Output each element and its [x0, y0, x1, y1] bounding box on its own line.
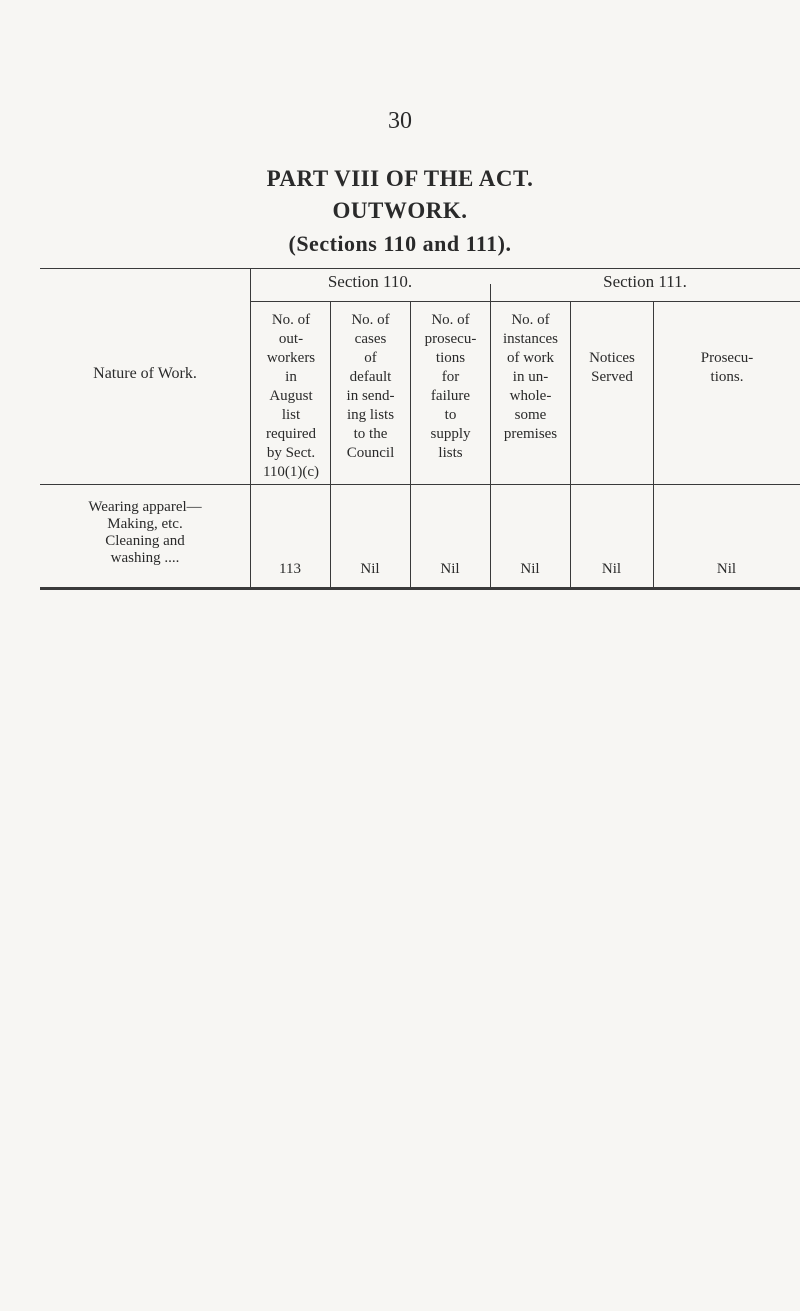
section-111-header: Section 111.	[603, 272, 687, 291]
col-header-prosecutions: Prosecu- tions.	[700, 350, 754, 385]
outwork-table	[40, 262, 800, 592]
col-header-notices-served: Notices Served	[589, 350, 635, 385]
table-bottom-rule	[40, 587, 800, 590]
col-divider	[570, 302, 571, 588]
section-divider-rule	[250, 301, 800, 302]
row-nature-of-work: Wearing apparel— Making, etc. Cleaning and washing ....	[88, 499, 202, 566]
col-header-prosecutions-lists: No. of prosecu- tions for failure to supply lists	[424, 312, 477, 461]
col-divider	[653, 302, 654, 588]
sections-note: (Sections 110 and 111).	[288, 231, 512, 256]
col-header-outworkers: No. of out- workers in August list required by Sect. 110(1)(c)	[262, 312, 320, 480]
subtitle: OUTWORK.	[332, 198, 468, 223]
cell-outworkers: 113	[279, 561, 301, 577]
section-110-header: Section 110.	[327, 272, 413, 291]
cell-default-cases: Nil	[360, 561, 380, 577]
cell-prosecutions: Nil	[716, 561, 737, 577]
cell-unwholesome-premises: Nil	[520, 561, 540, 577]
col-header-default-cases: No. of cases of default in send- ing lists to the Council	[346, 312, 395, 461]
cell-notices-served: Nil	[601, 561, 622, 577]
page-number: 30	[388, 108, 412, 134]
nature-of-work-header: Nature of Work.	[93, 365, 197, 382]
header-bottom-rule	[40, 484, 800, 485]
cell-prosecutions-lists: Nil	[440, 561, 460, 577]
part-title: PART VIII OF THE ACT.	[266, 166, 534, 191]
table-top-rule	[40, 268, 800, 269]
col-header-unwholesome-premises: No. of instances of work in un- whole- some premises	[503, 312, 558, 442]
col-divider	[250, 268, 251, 588]
